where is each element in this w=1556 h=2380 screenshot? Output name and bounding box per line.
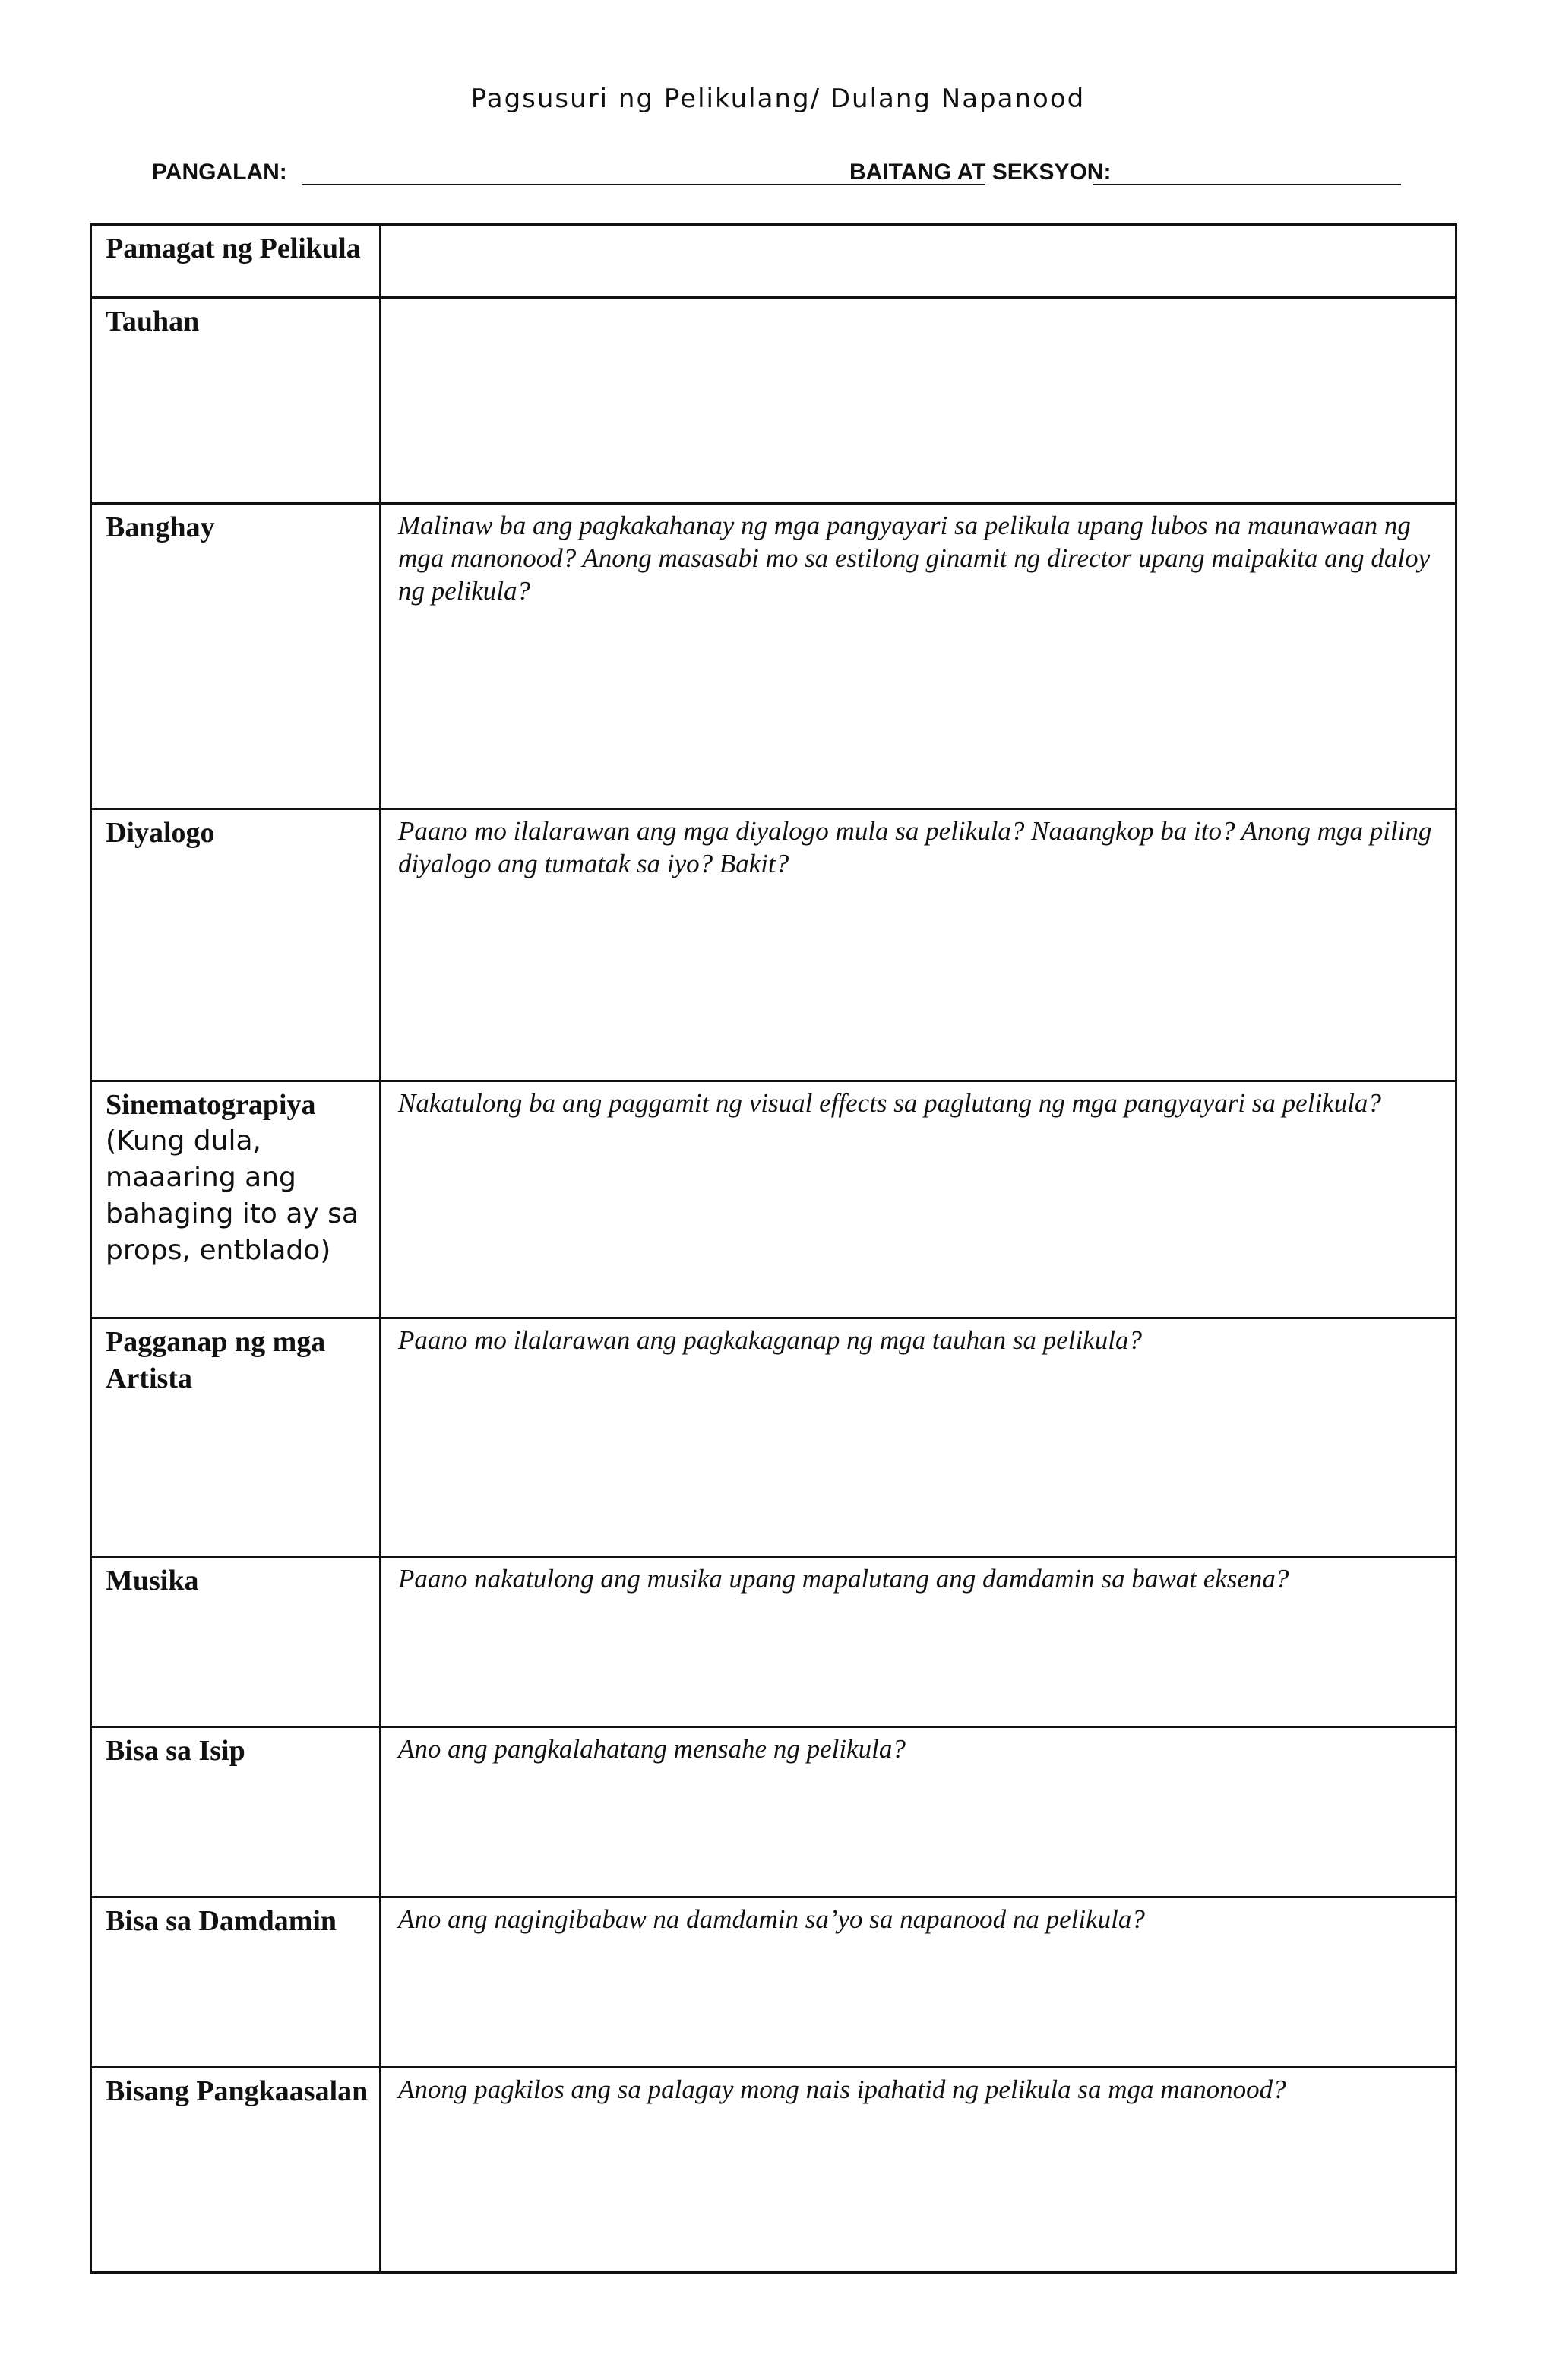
row-label: Pagganap ng mga Artista xyxy=(91,1318,381,1557)
answer-cell[interactable] xyxy=(381,225,1456,298)
section-label: BAITANG AT SEKSYON: xyxy=(849,160,1112,185)
row-label: Bisa sa Isip xyxy=(91,1727,381,1897)
document-title: Pagsusuri ng Pelikulang/ Dulang Napanood xyxy=(470,84,1086,114)
answer-prompt: Ano ang pangkalahatang mensahe ng pelikula? xyxy=(398,1734,906,1764)
answer-cell[interactable] xyxy=(381,1318,1456,1557)
answer-cell[interactable] xyxy=(381,1557,1456,1727)
table-row-tauhan xyxy=(91,298,1456,504)
table-row-diyalogo xyxy=(91,809,1456,1081)
answer-prompt: Anong pagkilos ang sa palagay mong nais ipahatid ng pelikula sa mga manonood? xyxy=(398,2075,1286,2104)
table-row-sinematograpiya xyxy=(91,1081,1456,1318)
row-label: Banghay xyxy=(91,504,381,809)
table-row-pamagat xyxy=(91,225,1456,298)
table-row-bisa-damdamin xyxy=(91,1897,1456,2068)
answer-prompt: Malinaw ba ang pagkakahanay ng mga pangyayari sa pelikula upang lubos na maunawaan ng mga manonood? Anong masasabi mo sa estilong ginamit ng director upang maipakita ang daloy ng pelikula? xyxy=(398,511,1431,606)
film-analysis-table xyxy=(90,223,1457,2274)
answer-prompt: Ano ang nagingibabaw na damdamin sa’yo sa napanood na pelikula? xyxy=(398,1904,1145,1934)
answer-prompt: Paano mo ilalarawan ang pagkakaganap ng mga tauhan sa pelikula? xyxy=(398,1325,1142,1355)
answer-cell[interactable] xyxy=(381,298,1456,504)
table-row-pagganap xyxy=(91,1318,1456,1557)
row-label: Pamagat ng Pelikula xyxy=(91,225,381,298)
answer-prompt: Paano mo ilalarawan ang mga diyalogo mula sa pelikula? Naaangkop ba ito? Anong mga piling diyalogo ang tumatak sa iyo? Bakit? xyxy=(398,816,1432,878)
student-info-line xyxy=(152,152,1413,190)
table-row-banghay xyxy=(91,504,1456,809)
row-label: Bisa sa Damdamin xyxy=(91,1897,381,2068)
answer-cell[interactable] xyxy=(381,1897,1456,2068)
answer-cell[interactable] xyxy=(381,504,1456,809)
answer-cell[interactable] xyxy=(381,809,1456,1081)
section-field[interactable] xyxy=(1093,184,1401,185)
row-label: Sinematograpiya (Kung dula, maaaring ang bahaging ito ay sa props, entblado) xyxy=(91,1081,381,1318)
answer-prompt: Paano nakatulong ang musika upang mapalutang ang damdamin sa bawat eksena? xyxy=(398,1564,1289,1594)
table-row-bisang-pangkaasalan xyxy=(91,2068,1456,2273)
table-row-bisa-isip xyxy=(91,1727,1456,1897)
row-label: Bisang Pangkaasalan xyxy=(91,2068,381,2273)
row-label: Tauhan xyxy=(91,298,381,504)
row-label: Diyalogo xyxy=(91,809,381,1081)
table-row-musika xyxy=(91,1557,1456,1727)
answer-cell[interactable] xyxy=(381,2068,1456,2273)
row-label: Musika xyxy=(91,1557,381,1727)
row-label-note: (Kung dula, maaaring ang bahaging ito ay sa props, entblado) xyxy=(106,1125,359,1266)
answer-cell[interactable] xyxy=(381,1081,1456,1318)
answer-prompt: Nakatulong ba ang paggamit ng visual effects sa paglutang ng mga pangyayari sa pelikula? xyxy=(398,1088,1381,1118)
answer-cell[interactable] xyxy=(381,1727,1456,1897)
name-label: PANGALAN: xyxy=(152,160,287,185)
